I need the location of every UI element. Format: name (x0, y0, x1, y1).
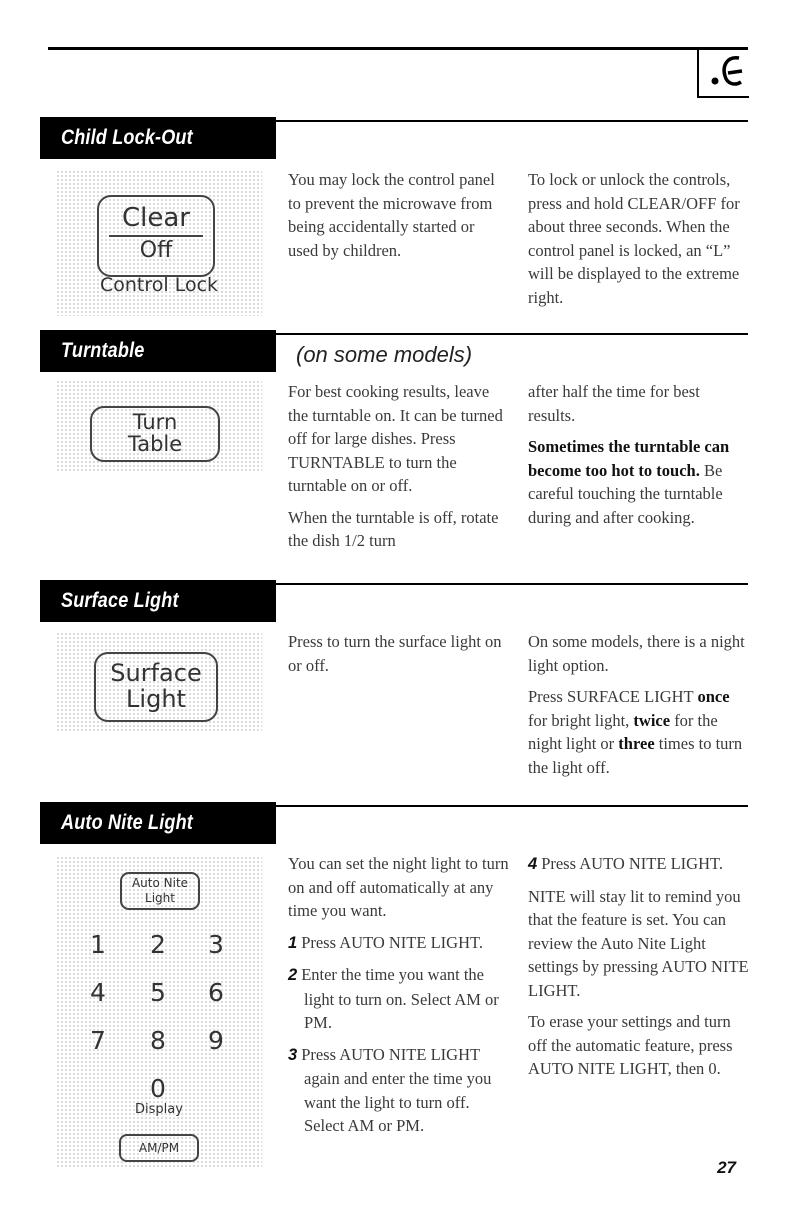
turntable-button[interactable] (90, 406, 220, 462)
header-rule (48, 47, 748, 50)
section-title-surface-light: Surface Light (40, 580, 276, 622)
turntable-subtitle: (on some models) (296, 342, 473, 367)
keypad-key[interactable]: 3 (208, 930, 224, 959)
button-label: Clear (122, 203, 190, 233)
step-3: 3 Press AUTO NITE LIGHT again and enter the time you want the light to turn off. Select AM or PM. (288, 1044, 492, 1135)
turntable-col2 (528, 380, 750, 537)
keypad-key[interactable]: 1 (90, 930, 106, 959)
paragraph: To erase your settings and turn off the automatic feature, press AUTO NITE LIGHT, then 0. (528, 1012, 733, 1078)
paragraph: You can set the night light to turn on and off automatically at any time you want. (288, 854, 509, 920)
keypad-key[interactable]: 7 (90, 1026, 106, 1055)
keypad-illustration (56, 856, 262, 1168)
child-lock-col1: You may lock the control panel to prevent the microwave from being accidentally started or used by children. (288, 170, 495, 260)
paragraph: For best cooking results, leave the turntable on. It can be turned off for large dishes. Press TURNTABLE to turn the turntable on or off. (288, 382, 503, 495)
paragraph: NITE will stay lit to remind you that the feature is set. You can review the Auto Nite Light settings by pressing AUTO NITE LIGHT. (528, 886, 749, 1000)
surface-light-col2 (528, 630, 750, 787)
keypad-key[interactable]: 2 (150, 930, 166, 959)
button-label: Table (127, 432, 183, 456)
button-label: Surface (110, 659, 202, 687)
surface-light-button[interactable] (94, 652, 218, 722)
auto-nite-light-button[interactable] (120, 872, 200, 910)
button-label: Off (139, 238, 173, 263)
step-4: 4 Press AUTO NITE LIGHT. (528, 854, 723, 873)
button-label: Auto Nite (131, 876, 189, 890)
keypad-key[interactable]: 9 (208, 1026, 224, 1055)
display-label: Display (135, 1102, 183, 1117)
section-title-child-lock: Child Lock-Out (40, 117, 276, 159)
turntable-col1 (288, 380, 510, 561)
am-pm-button[interactable]: AM/PM (119, 1134, 199, 1162)
paragraph: When the turntable is off, rotate the dish 1/2 turn (288, 507, 499, 550)
auto-nite-col1 (288, 852, 510, 1146)
button-label: Light (126, 685, 186, 713)
keypad-illustration (56, 170, 262, 316)
keypad-key[interactable]: 0 (150, 1074, 166, 1103)
child-lock-col2: To lock or unlock the controls, press and hold CLEAR/OFF for about three seconds. When the control panel is locked, an “L” will be displayed to the extreme right. (528, 170, 740, 307)
clear-off-button[interactable] (97, 195, 215, 277)
keypad-key[interactable]: 8 (150, 1026, 166, 1055)
paragraph: after half the time for best results. (528, 382, 700, 425)
section-title-turntable: Turntable (40, 330, 276, 372)
section-title-auto-nite-light: Auto Nite Light (40, 802, 276, 844)
ge-logo-icon (699, 48, 749, 96)
page-number: 27 (717, 1158, 736, 1177)
warning-detail: Be careful touching the turntable during and after cooking. (528, 460, 723, 527)
keypad-illustration (56, 380, 262, 472)
keypad-key[interactable]: 4 (90, 978, 106, 1007)
step-1: 1 Press AUTO NITE LIGHT. (288, 932, 483, 952)
surface-light-col1: Press to turn the surface light on or off. (288, 632, 502, 675)
auto-nite-col2 (528, 852, 750, 1089)
paragraph (528, 435, 750, 529)
keypad-key[interactable]: 6 (208, 978, 224, 1007)
warning-text: Sometimes the turntable can become too hot to touch. (528, 437, 730, 480)
keypad-key[interactable]: 5 (150, 978, 166, 1007)
ge-logo (697, 48, 749, 98)
paragraph: Press SURFACE LIGHT once for bright light, twice for the night light or three times to turn the light off. (528, 687, 743, 777)
paragraph: On some models, there is a night light option. (528, 632, 745, 675)
divider (109, 235, 203, 237)
button-label: Turn (132, 410, 178, 434)
step-2: 2 Enter the time you want the light to turn on. Select AM or PM. (288, 965, 499, 1032)
button-label: Light (145, 891, 175, 905)
keypad-illustration (56, 632, 262, 732)
control-lock-caption: Control Lock (99, 274, 219, 296)
